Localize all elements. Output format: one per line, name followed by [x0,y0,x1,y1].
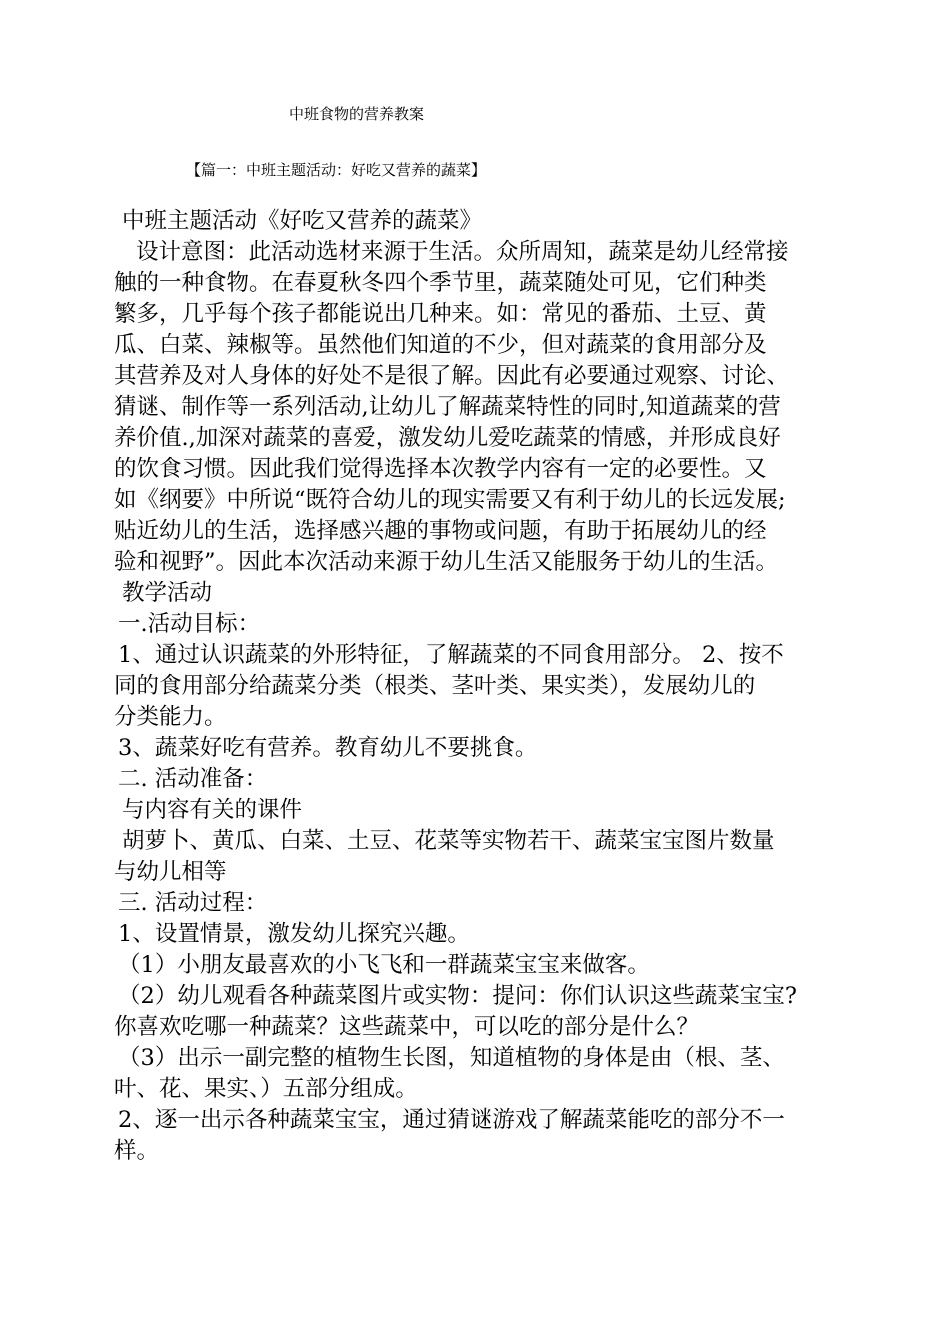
heading-process: 三. 活动过程： [118,890,268,916]
text-line: 如《纲要》中所说“既符合幼儿的现实需要又有利于幼儿的长远发展; [114,487,786,513]
text-line: 3、蔬菜好吃有营养。教育幼儿不要挑食。 [118,735,538,761]
heading-teaching-activity: 教学活动 [122,580,213,606]
text-line: 胡萝卜、黄瓜、白菜、土豆、花菜等实物若干、蔬菜宝宝图片数量 [122,828,775,854]
text-line: 繁多，几乎每个孩子都能说出几种来。如：常见的番茄、土豆、黄 [114,301,767,327]
text-line: 与内容有关的课件 [122,797,303,823]
text-line: 1、通过认识蔬菜的外形特征，了解蔬菜的不同食用部分。 2、按不 [118,642,784,668]
text-line: 你喜欢吃哪一种蔬菜？这些蔬菜中，可以吃的部分是什么？ [114,1014,700,1040]
text-line: （1）小朋友最喜欢的小飞飞和一群蔬菜宝宝来做客。 [118,952,650,978]
heading-objectives: 一.活动目标： [118,611,261,637]
text-line: 同的食用部分给蔬菜分类（根类、茎叶类、果实类），发展幼儿的 [114,673,756,699]
text-line: 1、设置情景，激发幼儿探究兴趣。 [118,921,470,947]
text-line: 2、逐一出示各种蔬菜宝宝，通过猜谜游戏了解蔬菜能吃的部分不一 [118,1107,785,1133]
text-line: 的饮食习惯。因此我们觉得选择本次教学内容有一定的必要性。又 [114,456,767,482]
text-line: 猜谜、制作等一系列活动,让幼儿了解蔬菜特性的同时,知道蔬菜的营 [114,394,781,420]
heading-preparation: 二. 活动准备： [118,766,268,792]
text-line: 验和视野”。因此本次活动来源于幼儿生活又能服务于幼儿的生活。 [114,549,779,575]
text-line: 设计意图：此活动选材来源于生活。众所周知，蔬菜是幼儿经常接 [136,239,789,265]
text-line: 样。 [114,1138,160,1164]
text-line: （2）幼儿观看各种蔬菜图片或实物：提问：你们认识这些蔬菜宝宝? [118,983,797,1009]
text-line: （3）出示一副完整的植物生长图，知道植物的身体是由（根、茎、 [118,1045,785,1071]
text-line: 触的一种食物。在春夏秋冬四个季节里，蔬菜随处可见，它们种类 [114,270,767,296]
text-line: 分类能力。 [114,704,227,730]
text-line: 叶、花、果实、）五部分组成。 [114,1076,418,1102]
document-body [114,206,844,1167]
text-line: 与幼儿相等 [114,859,227,885]
text-line: 瓜、白菜、辣椒等。虽然他们知道的不少，但对蔬菜的食用部分及 [114,332,767,358]
section-heading: 【篇一：中班主题活动：好吃又营养的蔬菜】 [186,161,487,179]
text-line: 贴近幼儿的生活，选择感兴趣的事物或问题，有助于拓展幼儿的经 [114,518,767,544]
document-title: 中班食物的营养教案 [289,105,425,123]
activity-title: 中班主题活动《好吃又营养的蔬菜》 [122,208,483,234]
text-line: 养价值.,加深对蔬菜的喜爱，激发幼儿爱吃蔬菜的情感，并形成良好 [114,425,781,451]
text-line: 其营养及对人身体的好处不是很了解。因此有必要通过观察、讨论、 [114,363,790,389]
